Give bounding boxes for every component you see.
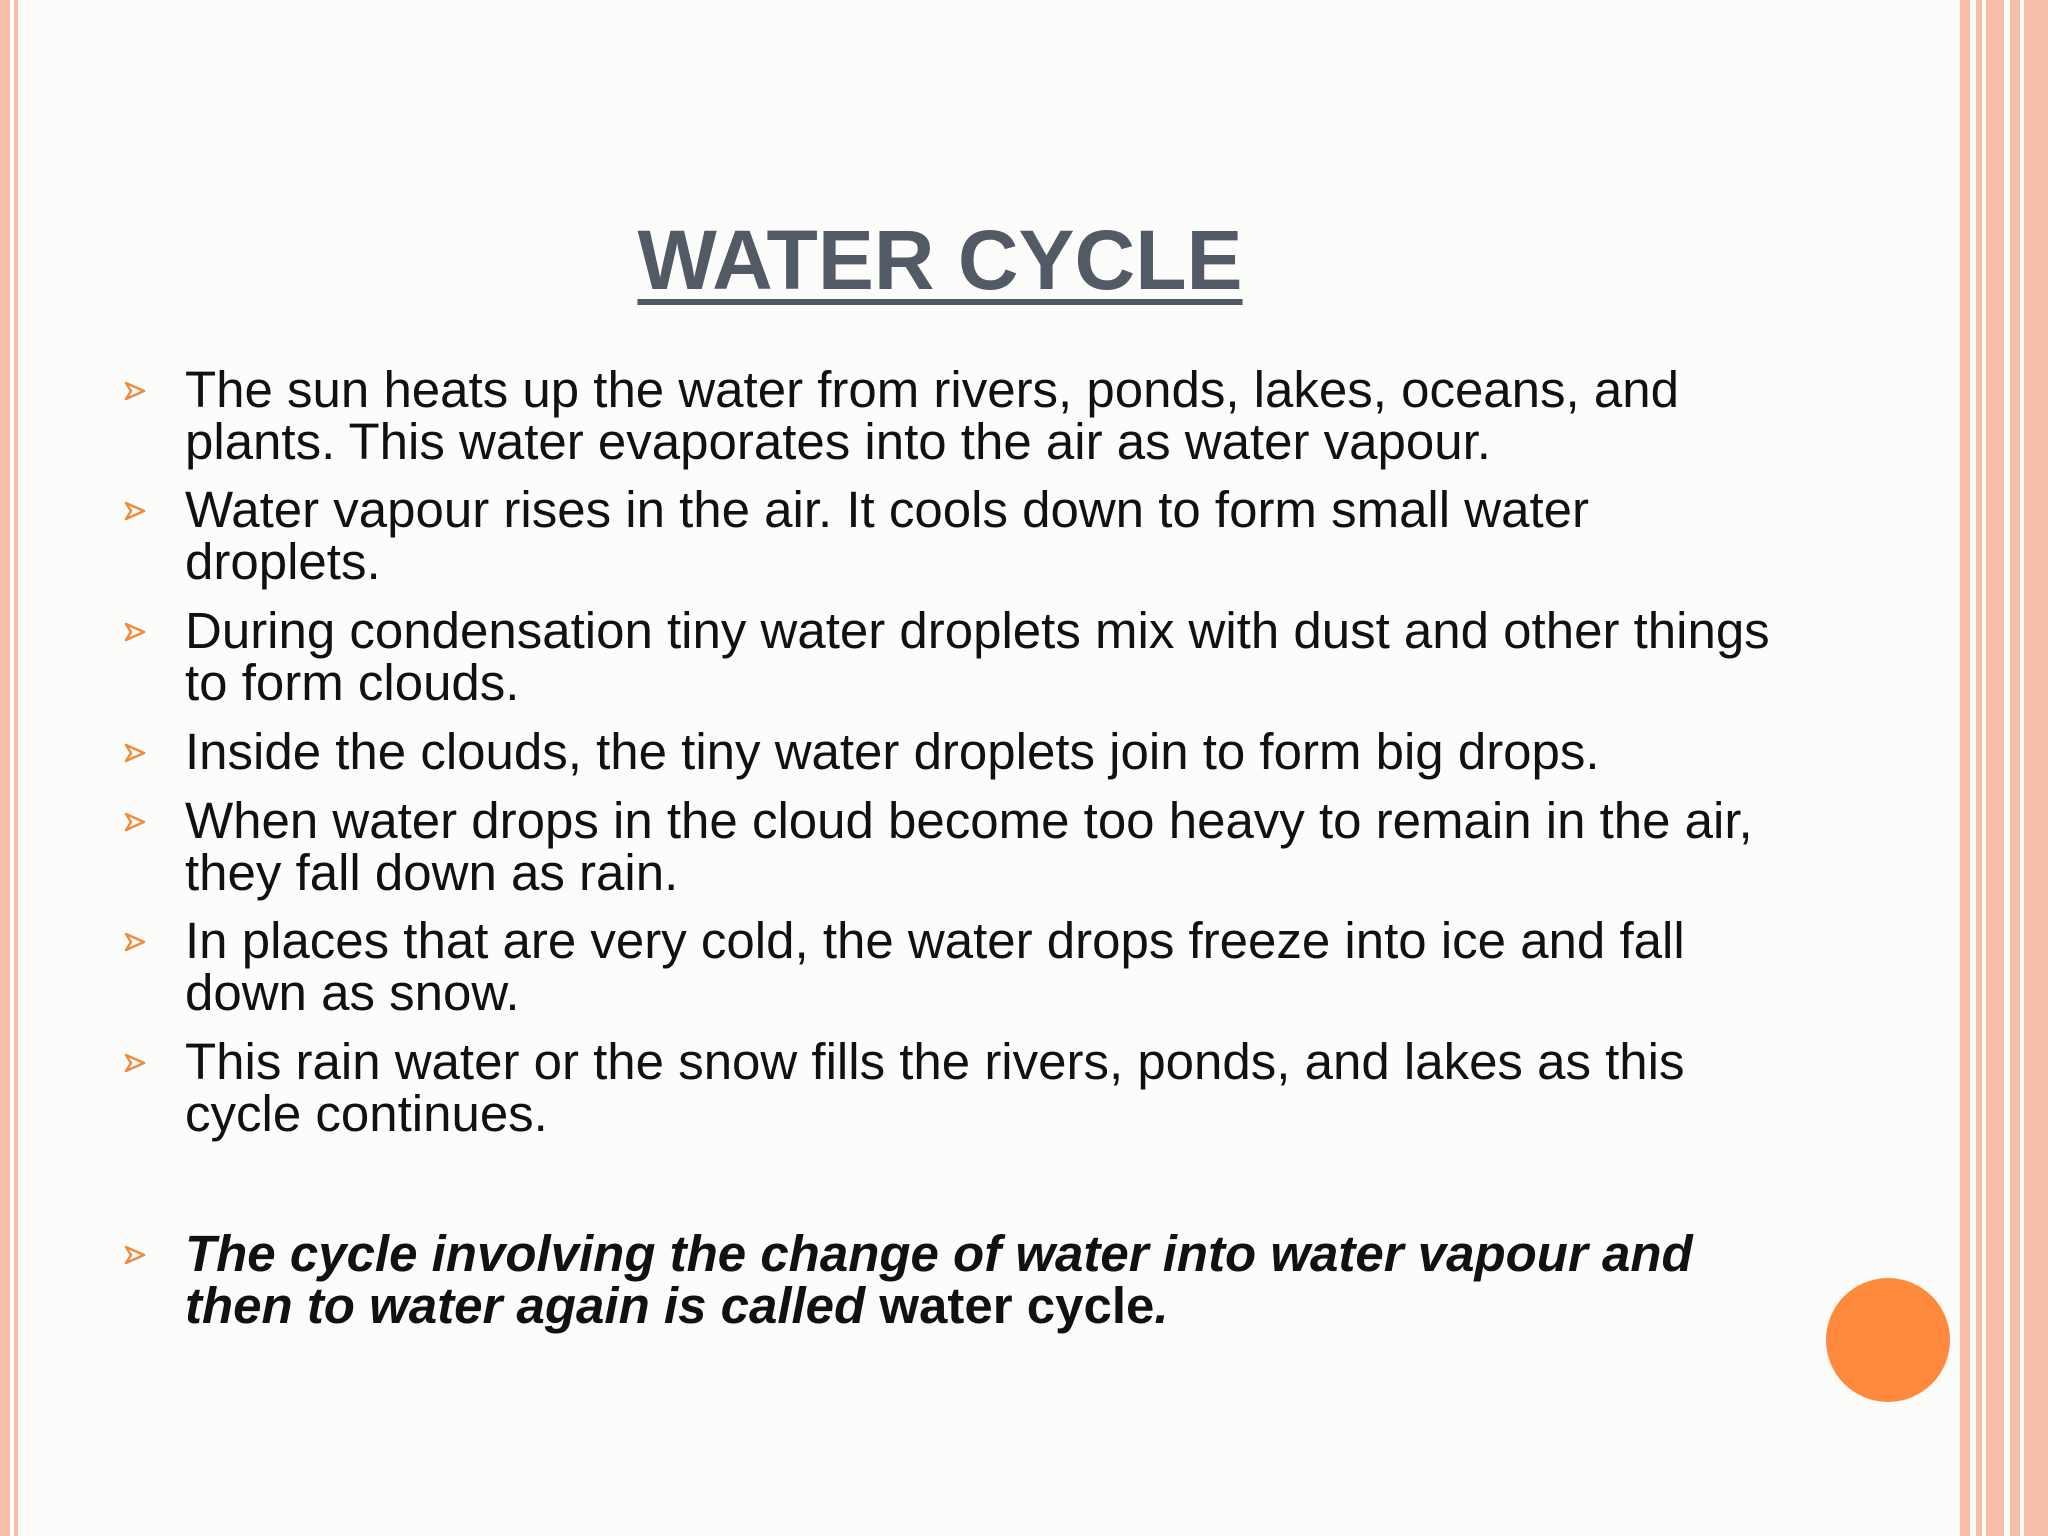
orange-circle-decoration [1826,1278,1950,1402]
arrowhead-bullet-icon [122,1050,148,1076]
bullet-text: When water drops in the cloud become too heavy to remain in the air, they fall down as rain. [185,792,1753,901]
right-frame-stripe [2010,0,2020,1536]
conclusion-period: . [1154,1277,1169,1334]
arrowhead-bullet-icon [122,378,148,404]
right-frame-stripe [1960,0,1970,1536]
bullet-text: Water vapour rises in the air. It cools down to form small water droplets. [185,481,1589,590]
bullet-text: Inside the clouds, the tiny water droplets join to form big drops. [185,723,1600,780]
bullet-text: In places that are very cold, the water drops freeze into ice and fall down as snow. [185,912,1685,1021]
arrowhead-bullet-icon [122,498,148,524]
arrowhead-bullet-icon [122,1242,148,1268]
conclusion-key-term: water cycle [879,1277,1155,1334]
arrowhead-bullet-icon [122,619,148,645]
arrowhead-bullet-icon [122,929,148,955]
bullet-text: This rain water or the snow fills the rivers, ponds, and lakes as this cycle continues. [185,1033,1685,1142]
conclusion-italic: The cycle involving the change of water into water vapour and then to water again is called [185,1225,1693,1334]
bullet-text: During condensation tiny water droplets mix with dust and other things to form clouds. [185,602,1770,711]
slide-title: WATER CYCLE [637,213,1243,307]
right-frame-stripe [1976,0,1982,1536]
right-frame-stripe [2024,0,2048,1536]
arrowhead-bullet-icon [122,740,148,766]
bullet-text: The sun heats up the water from rivers, ponds, lakes, oceans, and plants. This water evaporates into the air as water vapour. [185,361,1679,470]
arrowhead-bullet-icon [122,809,148,835]
conclusion-text [185,1225,1775,1334]
right-frame-stripe [1986,0,2004,1536]
